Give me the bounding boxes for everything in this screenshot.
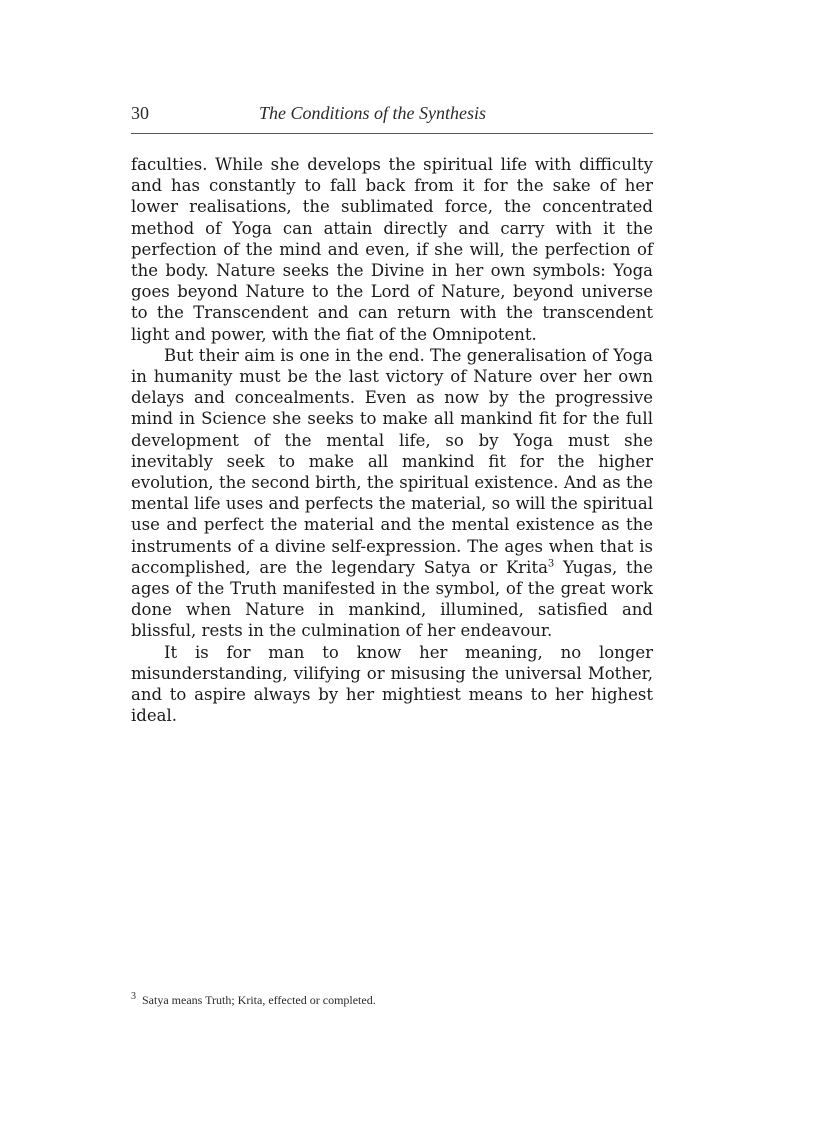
footnote-text: Satya means Truth; Krita, effected or completed. [142, 993, 376, 1007]
running-title: The Conditions of the Synthesis [259, 103, 486, 123]
paragraph-3: It is for man to know her meaning, no longer misunderstanding, vilifying or misusing the universal Mother, and to aspire always by her mightiest means to her highest ideal. [131, 642, 653, 726]
header-rule [131, 133, 653, 134]
paragraph-2-text-a: But their aim is one in the end. The generalisation of Yoga in humanity must be the last victory of Nature over her own delays and concealments. Even as now by the progressive mind in Science she seeks to make all mankind fit for the full development of the mental life, so by Yoga must she inevitably seek to make all mankind fit for the higher evolution, the second birth, the spiritual existence. And as the mental life uses and perfects the material, so will the spiritual use and perfect the material and the mental existence as the instruments of a divine self-expression. The ages when that is accomplished, are the legendary Satya or Krita [131, 345, 653, 577]
paragraph-2 [131, 345, 653, 642]
body-text [131, 154, 653, 726]
running-head [131, 103, 653, 129]
footnote-number: 3 [131, 991, 136, 1002]
footnote-reference[interactable]: 3 [547, 558, 555, 570]
page-number: 30 [131, 103, 149, 123]
paragraph-2-text-b: Yugas, the ages of the Truth manifested in the symbol, of the great work done when Nature in mankind, illumined, satisfied and blissful, rests in the culmination of her endeavour. [131, 557, 653, 641]
footnote [131, 991, 653, 1008]
paragraph-1: faculties. While she develops the spiritual life with difficulty and has constantly to fall back from it for the sake of her lower realisations, the sublimated force, the concentrated method of Yoga can attain directly and carry with it the perfection of the mind and even, if she will, the perfection of the body. Nature seeks the Divine in her own symbols: Yoga goes beyond Nature to the Lord of Nature, beyond universe to the Transcendent and can return with the transcendent light and power, with the fiat of the Omnipotent. [131, 155, 653, 344]
